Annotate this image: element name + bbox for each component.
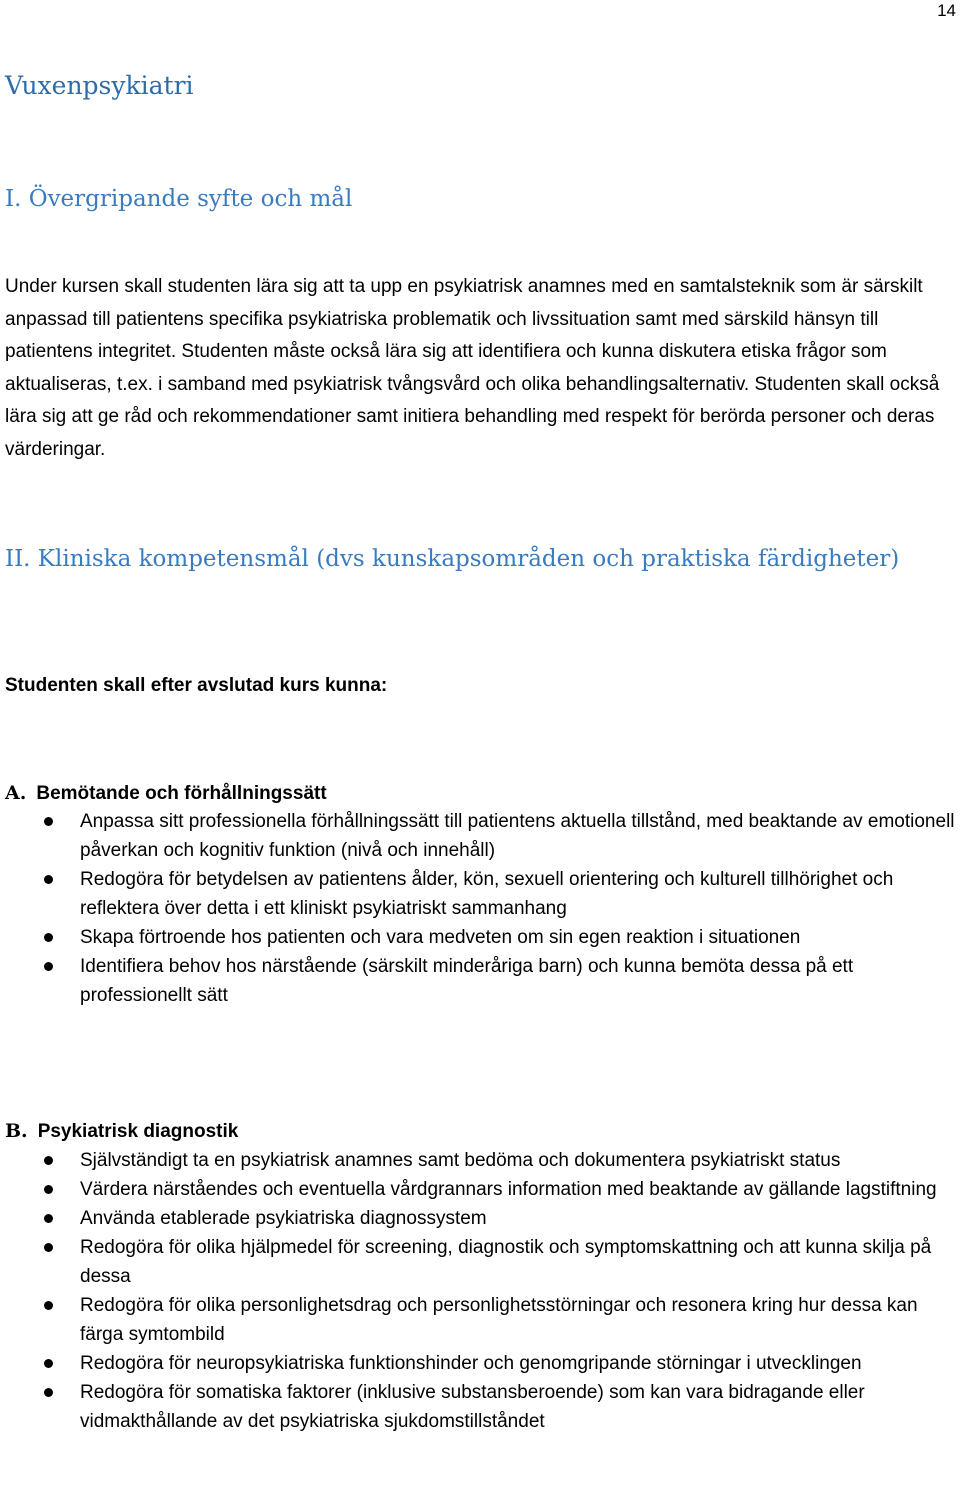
bullet-icon — [44, 875, 53, 884]
list-item-text: Redogöra för olika hjälpmedel för screening, diagnostik och symptomskattning och att kunna skilja på dessa — [80, 1237, 932, 1287]
section-heading-purpose: I. Övergripande syfte och mål — [5, 186, 353, 212]
list-item-text: Redogöra för neuropsykiatriska funktionshinder och genomgripande störningar i utvecklingen — [80, 1353, 862, 1374]
bullet-icon — [44, 962, 53, 971]
bullet-icon — [44, 817, 53, 826]
subsection-letter: A. — [5, 782, 27, 804]
bullet-icon — [44, 1359, 53, 1368]
list-item-text: Använda etablerade psykiatriska diagnossystem — [80, 1208, 487, 1229]
subsection-heading-a — [5, 779, 327, 808]
list-item — [0, 865, 960, 923]
subsection-title: Psykiatrisk diagnostik — [37, 1121, 239, 1142]
list-item — [0, 807, 960, 865]
bullet-icon — [44, 1301, 53, 1310]
list-item — [0, 1204, 960, 1233]
bullet-icon — [44, 1156, 53, 1165]
list-item-text: Redogöra för somatiska faktorer (inklusive substansberoende) som kan vara bidragande eller vidmakthållande av det psykiatriska sjukdomstillståndet — [80, 1382, 865, 1432]
list-item — [0, 1146, 960, 1175]
bullet-icon — [44, 1185, 53, 1194]
bullet-icon — [44, 1388, 53, 1397]
objectives-lead: Studenten skall efter avslutad kurs kunna: — [5, 675, 388, 696]
list-item-text: Självständigt ta en psykiatrisk anamnes samt bedöma och dokumentera psykiatriskt status — [80, 1150, 841, 1171]
list-item — [0, 952, 960, 1010]
intro-paragraph: Under kursen skall studenten lära sig att ta upp en psykiatrisk anamnes med en samtalsteknik som är särskilt anpassad till patientens specifika psykiatriska problematik och livssituation samt med särskild hänsyn till patientens integritet. Studenten måste också lära sig att identifiera och kunna diskutera etiska frågor som aktualiseras, t.ex. i samband med psykiatrisk tvångsvård och olika behandlingsalternativ. Studenten skall också lära sig att ge råd och rekommendationer samt initiera behandling med respekt för berörda personer och deras värderingar. — [5, 276, 940, 460]
list-item-text: Skapa förtroende hos patienten och vara medveten om sin egen reaktion i situationen — [80, 927, 801, 948]
section-heading-competence: II. Kliniska kompetensmål (dvs kunskapsområden och praktiska färdigheter) — [5, 546, 900, 572]
bullet-icon — [44, 1243, 53, 1252]
list-item-text: Redogöra för betydelsen av patientens ålder, kön, sexuell orientering och kulturell tillhörighet och reflektera över detta i ett kliniskt psykiatriskt sammanhang — [80, 869, 894, 919]
subsection-letter: B. — [5, 1120, 28, 1142]
list-item — [0, 1378, 960, 1436]
objectives-list-a — [0, 807, 960, 1010]
list-item — [0, 1233, 960, 1291]
list-item-text: Värdera närståendes och eventuella vårdgrannars information med beaktande av gällande lagstiftning — [80, 1179, 937, 1200]
subsection-title: Bemötande och förhållningssätt — [36, 783, 327, 804]
subsection-heading-b — [5, 1117, 238, 1146]
list-item-text: Redogöra för olika personlighetsdrag och personlighetsstörningar och resonera kring hur dessa kan färga symtombild — [80, 1295, 918, 1345]
bullet-icon — [44, 933, 53, 942]
page-number: 14 — [937, 1, 956, 20]
list-item-text: Identifiera behov hos närstående (särskilt minderåriga barn) och kunna bemöta dessa på ett professionellt sätt — [80, 956, 854, 1006]
list-item — [0, 1291, 960, 1349]
objectives-list-b — [0, 1146, 960, 1436]
list-item — [0, 1175, 960, 1204]
document-title: Vuxenpsykiatri — [5, 71, 194, 100]
bullet-icon — [44, 1214, 53, 1223]
list-item-text: Anpassa sitt professionella förhållningssätt till patientens aktuella tillstånd, med beaktande av emotionell påverkan och kognitiv funktion (nivå och innehåll) — [80, 811, 955, 861]
list-item — [0, 1349, 960, 1378]
list-item — [0, 923, 960, 952]
